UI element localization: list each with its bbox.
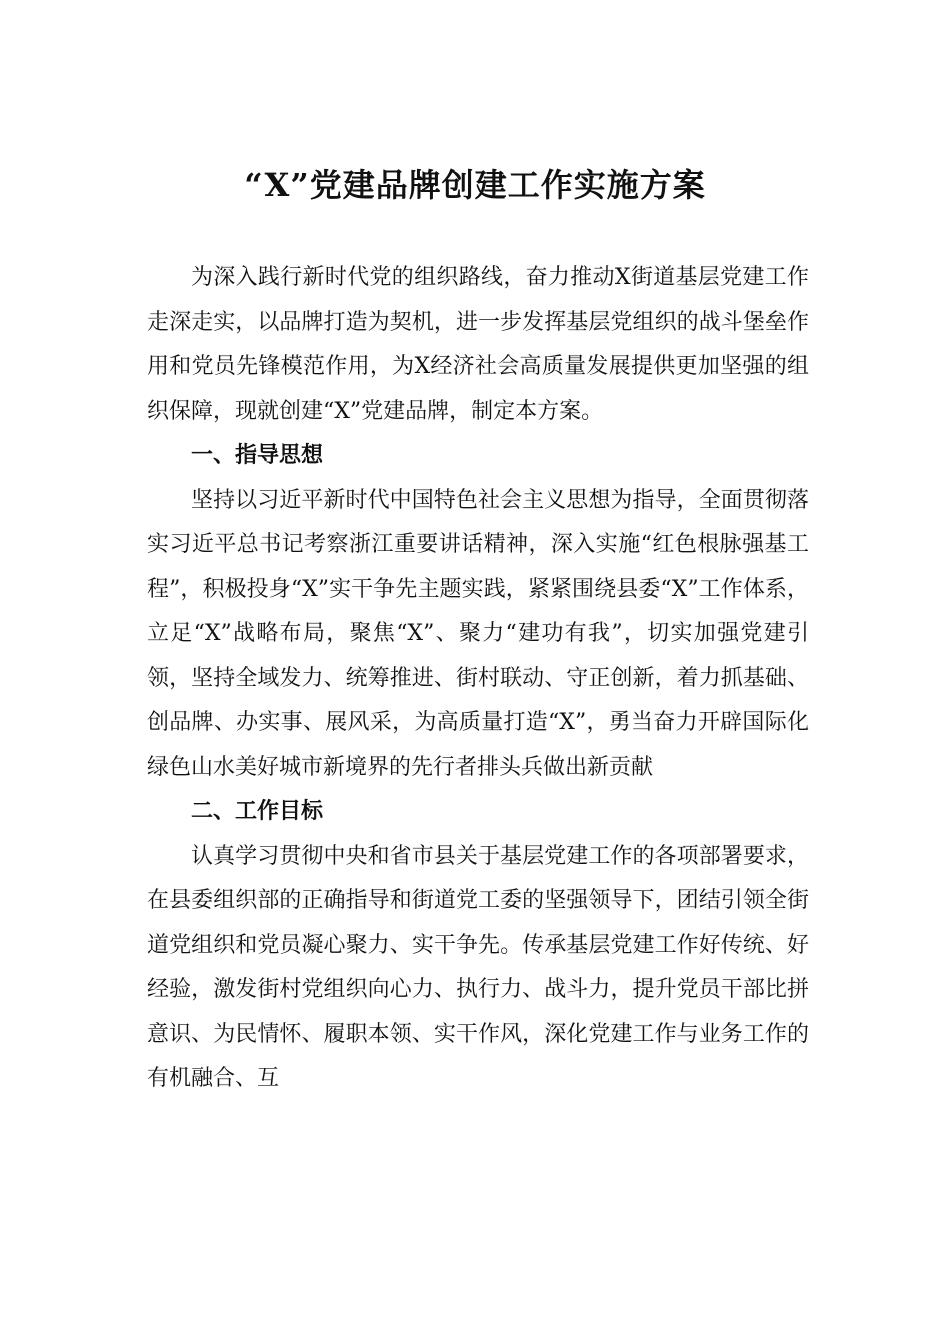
- section-heading-work-goals: 二、工作目标: [191, 799, 324, 824]
- section-heading-guiding-thought: 一、指导思想: [191, 443, 324, 468]
- intro-paragraph: 为深入践行新时代党的组织路线，奋力推动X街道基层党建工作走深走实，以品牌打造为契机，进一步发挥基层党组织的战斗堡垒作用和党员先锋模范作用，为X经济社会高质量发展提供更加坚强的组织保障，现就创建“X”党建品牌，制定本方案。: [147, 265, 809, 424]
- document-title: “X”党建品牌创建工作实施方案: [244, 166, 706, 204]
- section-paragraph-work-goals: 认真学习贯彻中央和省市县关于基层党建工作的各项部署要求，在县委组织部的正确指导和街道党工委的坚强领导下，团结引领全街道党组织和党员凝心聚力、实干争先。传承基层党建工作好传统、好经验，激发街村党组织向心力、执行力、战斗力，提升党员干部比拼意识、为民情怀、履职本领、实干作风，深化党建工作与业务工作的有机融合、互: [147, 843, 809, 1091]
- section-paragraph-guiding-thought: 坚持以习近平新时代中国特色社会主义思想为指导，全面贯彻落实习近平总书记考察浙江重要讲话精神，深入实施“红色根脉强基工程”，积极投身“X”实干争先主题实践，紧紧围绕县委“X”工作体系，立足“X”战略布局，聚焦“X”、聚力“建功有我”，切实加强党建引领，坚持全域发力、统筹推进、街村联动、守正创新，着力抓基础、创品牌、办实事、展风采，为高质量打造“X”，勇当奋力开辟国际化绿色山水美好城市新境界的先行者排头兵做出新贡献: [147, 487, 809, 780]
- document-body: [147, 256, 809, 1102]
